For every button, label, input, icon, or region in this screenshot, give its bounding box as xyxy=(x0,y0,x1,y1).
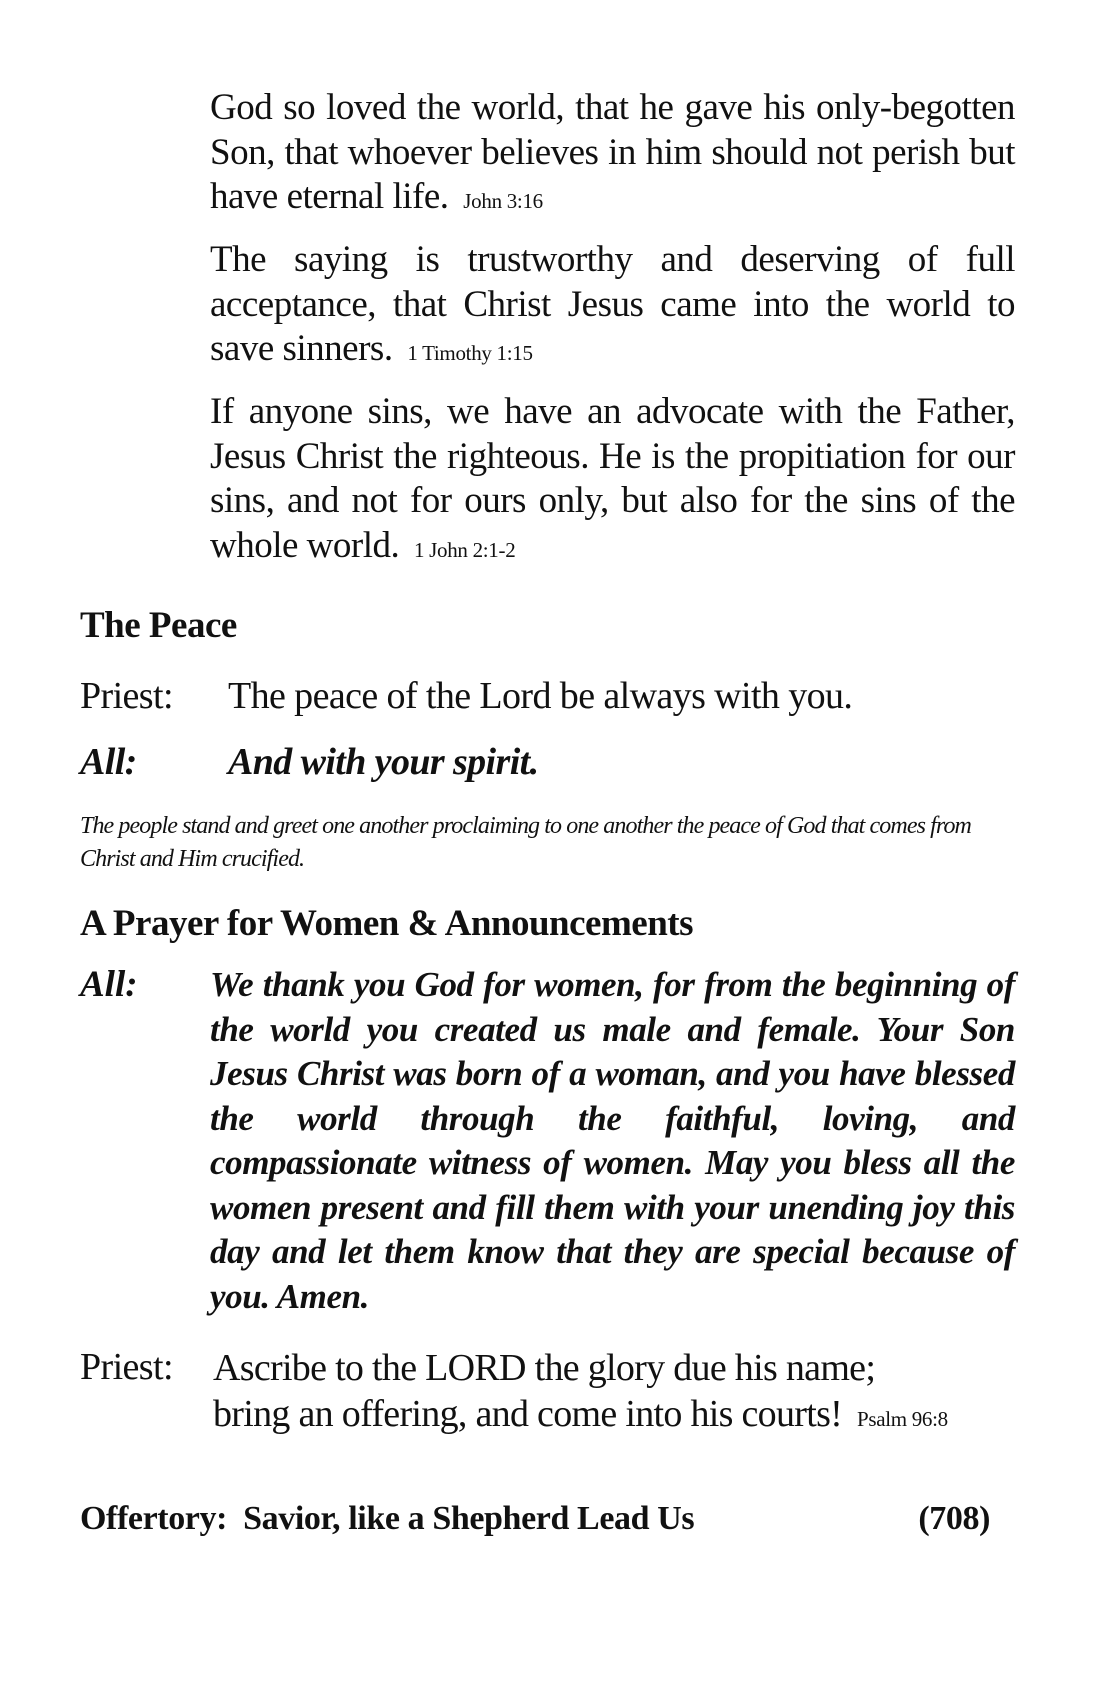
verse-text: If anyone sins, we have an advocate with the Father, Jesus Christ the righteous. He is the propitiation for our sins, and not for ours only, but also for the sins of the whole world. xyxy=(210,391,1015,566)
priest-versicle: The peace of the Lord be always with you. xyxy=(228,675,853,717)
people-response: And with your spirit. xyxy=(228,741,539,783)
verse-reference: John 3:16 xyxy=(463,189,543,213)
comfortable-word-2 xyxy=(210,238,1015,376)
offertory-line xyxy=(80,1500,990,1538)
speaker-label: Priest: xyxy=(80,675,173,717)
psalm-reference: Psalm 96:8 xyxy=(856,1407,948,1431)
comfortable-word-1 xyxy=(210,86,1015,224)
hymn-number: (708) xyxy=(918,1500,990,1537)
offertory-hymn-title: Savior, like a Shepherd Lead Us xyxy=(243,1500,695,1537)
verse-text: God so loved the world, that he gave his only-begotten Son, that whoever believes in him should not perish but have eternal life. xyxy=(210,87,1015,217)
peace-rubric: The people stand and greet one another proclaiming to one another the peace of God that comes from Christ and Him crucified. xyxy=(80,813,971,872)
ascription-line-2 xyxy=(213,1391,1015,1442)
verse-reference: 1 John 2:1-2 xyxy=(414,537,516,562)
offertory-label: Offertory: xyxy=(80,1500,228,1537)
comfortable-word-3 xyxy=(210,390,1015,572)
prayer-text: We thank you God for women, for from the beginning of the world you created us male and female. Your Son Jesus Christ was born of a woman, and you have blessed the world through the faithful, loving, and compassionate witness of women. May you bless all the women present and fill them with your unending joy this day and let them know that they are special because of you. Amen. xyxy=(210,965,1015,1316)
speaker-label: Priest: xyxy=(80,1346,173,1388)
prayer-heading: A Prayer for Women & Announcements xyxy=(80,903,694,944)
speaker-label: All: xyxy=(80,741,137,783)
peace-heading: The Peace xyxy=(80,605,237,646)
verse-reference: 1 Timothy 1:15 xyxy=(407,341,533,365)
peace-all-line xyxy=(80,740,1015,784)
ascription-line-1: Ascribe to the LORD the glory due his name; xyxy=(213,1347,876,1389)
verse-text: The saying is trustworthy and deserving of full acceptance, that Christ Jesus came into the world to save sinners. xyxy=(210,239,1015,369)
speaker-label: All: xyxy=(80,964,138,1005)
ascription-text: bring an offering, and come into his courts! xyxy=(213,1393,843,1435)
peace-priest-line xyxy=(80,674,1015,718)
